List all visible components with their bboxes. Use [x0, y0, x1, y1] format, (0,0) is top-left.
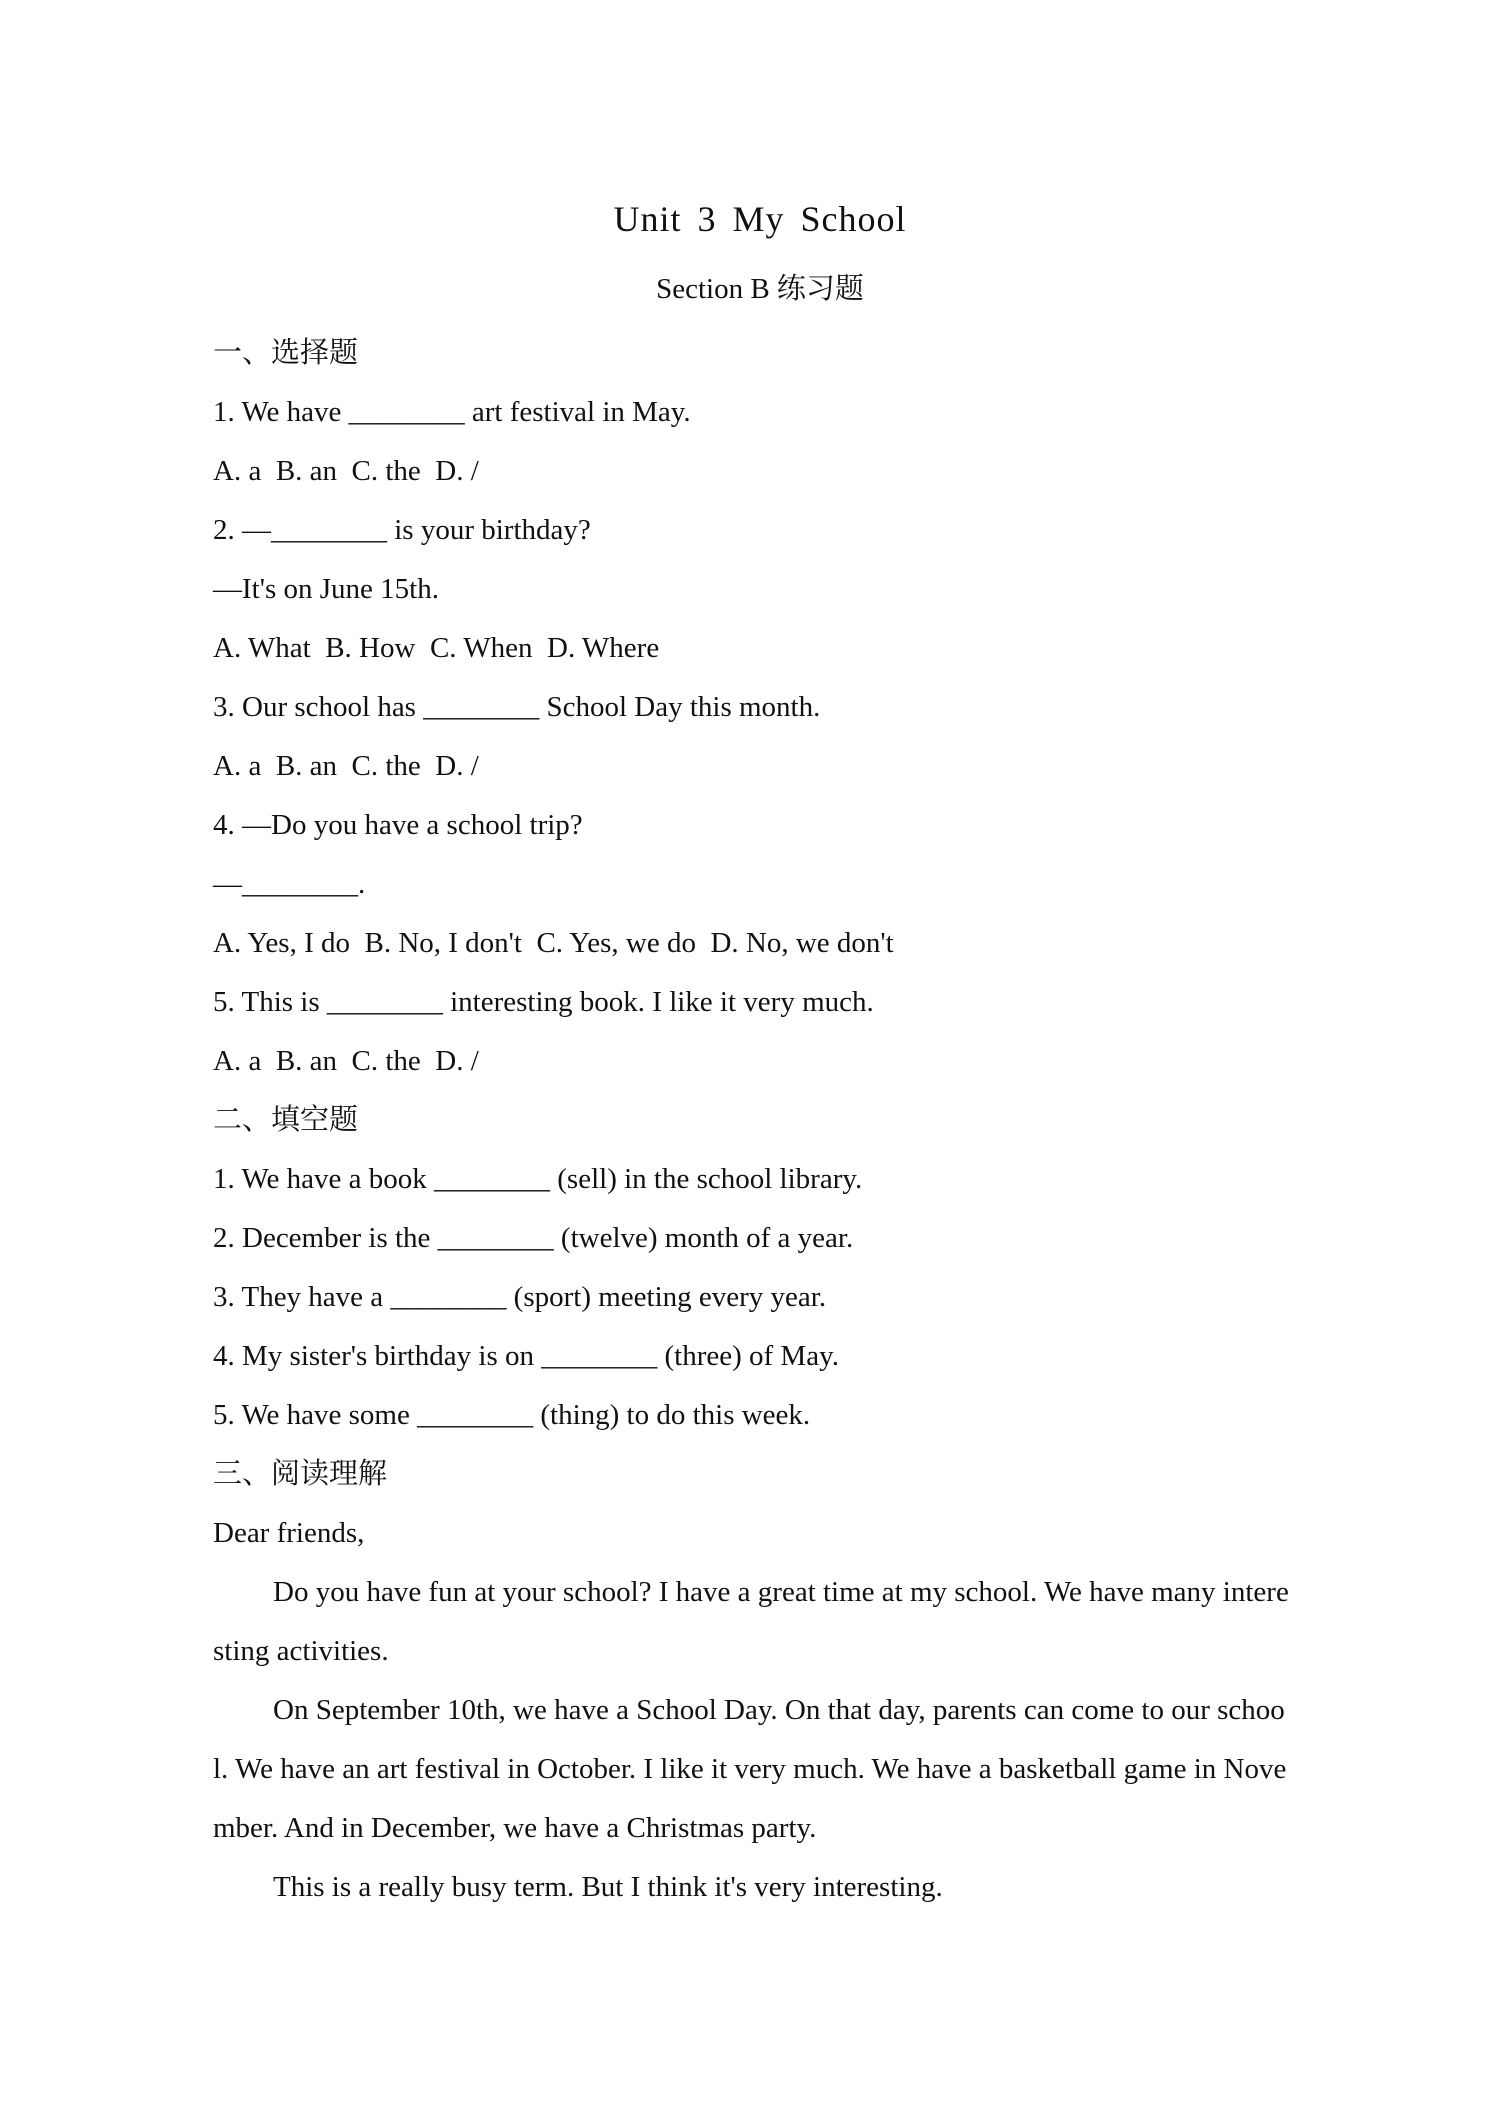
- page-title: Unit 3 My School: [613, 199, 907, 239]
- letter-paragraph-3: [213, 1858, 1293, 1917]
- choice-question-4: 4. —Do you have a school trip?: [213, 809, 583, 841]
- letter-paragraph-2-text: On September 10th, we have a School Day. On that day, parents can come to our school. We have an art festival in October. I like it very much. We have a basketball game in November. And in December, we have a Christmas party.: [213, 1694, 1287, 1844]
- choice-options-5: A. a B. an C. the D. /: [213, 1045, 479, 1077]
- choice-options-4: A. Yes, I do B. No, I don't C. Yes, we do D. No, we don't: [213, 927, 894, 959]
- page-subtitle: Section B 练习题: [656, 273, 864, 305]
- section-heading-fill: 二、填空题: [213, 1104, 359, 1136]
- fill-question-5: 5. We have some ________ (thing) to do this week.: [213, 1399, 811, 1431]
- fill-question-4: 4. My sister's birthday is on ________ (three) of May.: [213, 1340, 839, 1372]
- letter-paragraph-1-text: Do you have fun at your school? I have a great time at my school. We have many interesting activities.: [213, 1576, 1289, 1667]
- choice-question-1: 1. We have ________ art festival in May.: [213, 396, 691, 428]
- choice-answer-2: —It's on June 15th.: [213, 573, 439, 605]
- choice-options-3: A. a B. an C. the D. /: [213, 750, 479, 782]
- section-heading-reading: 三、阅读理解: [213, 1458, 388, 1490]
- choice-question-2: 2. —________ is your birthday?: [213, 514, 591, 546]
- letter-paragraph-2: [213, 1681, 1293, 1858]
- letter-paragraph-3-text: This is a really busy term. But I think it's very interesting.: [273, 1871, 943, 1903]
- fill-question-1: 1. We have a book ________ (sell) in the school library.: [213, 1163, 863, 1195]
- choice-options-2: A. What B. How C. When D. Where: [213, 632, 660, 664]
- fill-question-2: 2. December is the ________ (twelve) month of a year.: [213, 1222, 854, 1254]
- choice-question-3: 3. Our school has ________ School Day this month.: [213, 691, 821, 723]
- worksheet-content: [213, 324, 1293, 1917]
- letter-paragraph-1: [213, 1563, 1293, 1681]
- fill-question-3: 3. They have a ________ (sport) meeting every year.: [213, 1281, 827, 1313]
- choice-options-1: A. a B. an C. the D. /: [213, 455, 479, 487]
- choice-question-5: 5. This is ________ interesting book. I like it very much.: [213, 986, 874, 1018]
- letter-salutation: Dear friends,: [213, 1517, 365, 1549]
- section-heading-choice: 一、选择题: [213, 337, 359, 369]
- choice-answer-4: —________.: [213, 868, 366, 900]
